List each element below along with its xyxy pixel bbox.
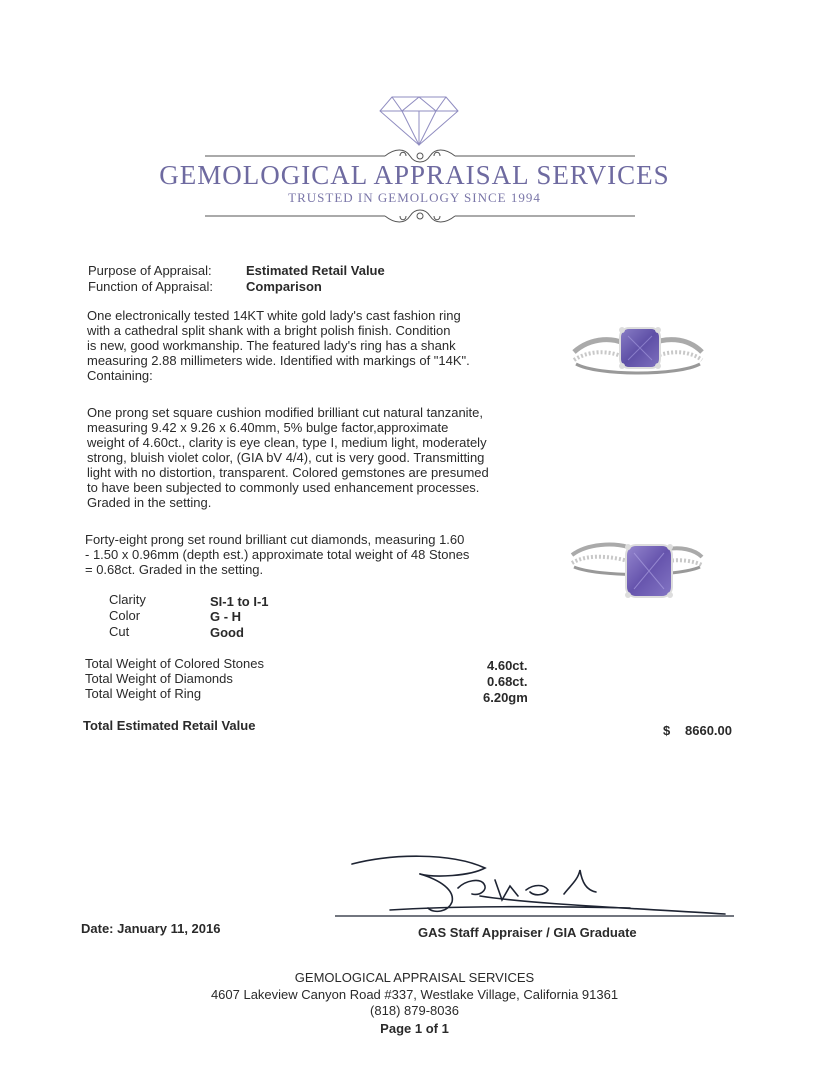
total-label-diamonds: Total Weight of Diamonds: [85, 671, 233, 686]
grade-label-clarity: Clarity: [109, 592, 146, 607]
diamond-outline-icon: [378, 95, 460, 147]
total-value-ring: 6.20gm: [483, 690, 528, 705]
grade-value-clarity: SI-1 to I-1: [210, 594, 269, 609]
appraiser-title: GAS Staff Appraiser / GIA Graduate: [418, 925, 637, 940]
total-label-ring: Total Weight of Ring: [85, 686, 202, 701]
footer-address: 4607 Lakeview Canyon Road #337, Westlake Village, California 91361: [210, 987, 619, 1002]
grade-label-color: Color: [109, 608, 141, 623]
grade-value-color: G - H: [210, 609, 242, 624]
purpose-value: Estimated Retail Value: [246, 263, 385, 278]
function-label: Function of Appraisal:: [88, 279, 214, 294]
grade-value-cut: Good: [210, 625, 244, 640]
function-value: Comparison: [246, 279, 322, 294]
grade-label-cut: Cut: [109, 624, 130, 639]
total-value-colored-stones: 4.60ct.: [487, 658, 528, 673]
ring-description: One electronically tested 14KT white gold lady's cast fashion ring with a cathedral split shank with a bright polish finish. Condition is new, good workmanship. The featured lady's ring has a shank measuring 2.88 millimeters wide. Identified with markings of "14K". Containing:: [87, 308, 470, 383]
company-name: GEMOLOGICAL APPRAISAL SERVICES: [159, 160, 670, 190]
diamonds-description: Forty-eight prong set round brilliant cut diamonds, measuring 1.60 - 1.50 x 0.96mm (depth est.) approximate total weight of 48 Stones = 0.68ct. Graded in the setting.: [85, 532, 470, 577]
retail-value-label: Total Estimated Retail Value: [83, 718, 256, 733]
ring-photo-bottom: [568, 533, 708, 613]
retail-amount: 8660.00: [685, 723, 732, 738]
purpose-label: Purpose of Appraisal:: [88, 263, 212, 278]
tanzanite-description: One prong set square cushion modified brilliant cut natural tanzanite, measuring 9.42 x 9.26 x 6.40mm, 5% bulge factor,approximate weight of 4.60ct., clarity is eye clean, type I, medium light, moderately strong, bluish violet color, (GIA bV 4/4), cut is very good. Transmitting light with no distortion, transparent. Colored gemstones are presumed to have been subjected to commonly used enhancement processes. Graded in the setting.: [87, 405, 489, 510]
company-tagline: TRUSTED IN GEMOLOGY SINCE 1994: [288, 190, 541, 205]
page-number: Page 1 of 1: [380, 1021, 449, 1036]
footer-company: GEMOLOGICAL APPRAISAL SERVICES: [294, 970, 535, 985]
appraisal-date: Date: January 11, 2016: [81, 921, 221, 936]
total-label-colored-stones: Total Weight of Colored Stones: [85, 656, 264, 671]
total-value-diamonds: 0.68ct.: [487, 674, 528, 689]
retail-currency: $: [663, 723, 671, 738]
footer-phone: (818) 879-8036: [370, 1003, 459, 1018]
appraiser-signature: [330, 850, 740, 925]
ornamental-rule-bottom: [205, 206, 635, 226]
ring-photo-top: [568, 318, 708, 396]
